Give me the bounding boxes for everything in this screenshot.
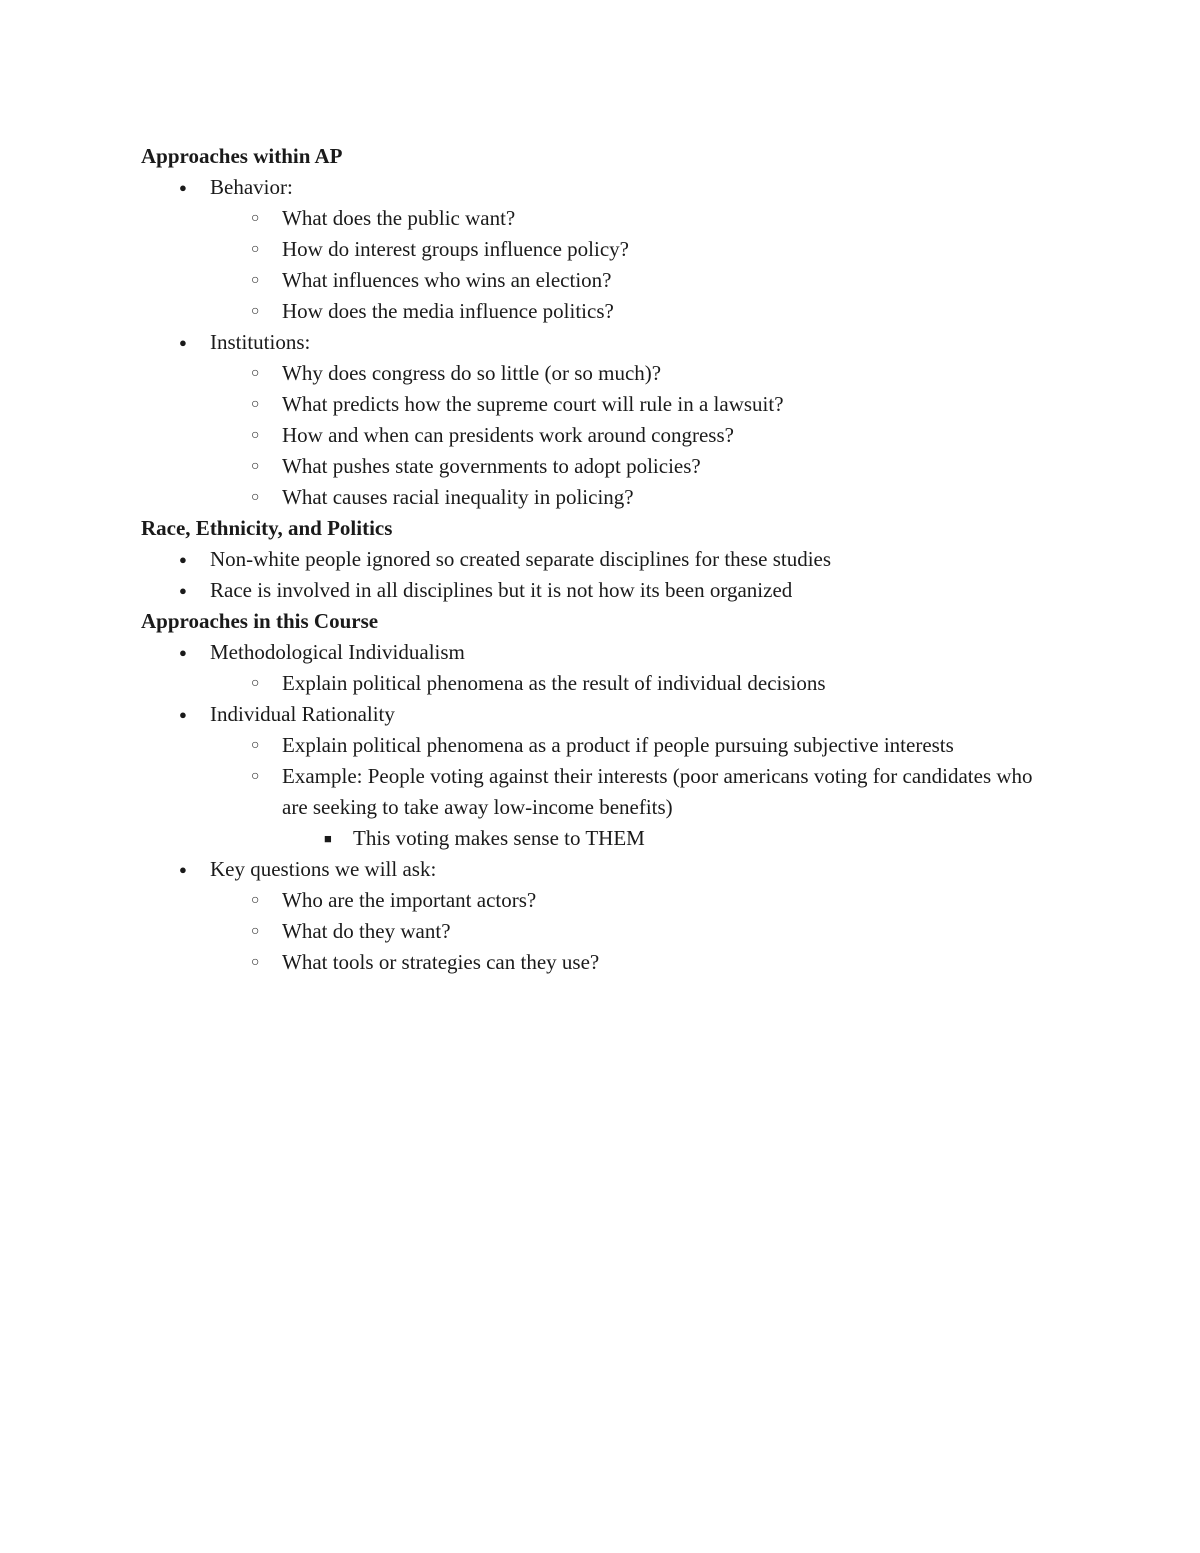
sub-bullet-item [141,947,1061,978]
circle-bullet-marker: ○ [251,397,260,412]
sub-bullet-item [141,916,1061,947]
sub-bullet-item [141,668,1061,699]
circle-bullet-marker: ○ [251,893,260,908]
circle-bullet-marker: ○ [251,428,260,443]
bullet-text: What does the public want? [282,206,516,230]
bullet-text: This voting makes sense to THEM [353,826,645,850]
bullet-item [141,575,1061,606]
circle-bullet-marker: ○ [251,242,260,257]
bullet-text: Race is involved in all disciplines but it is not how its been organized [210,578,793,602]
circle-bullet-marker: ○ [251,459,260,474]
bullet-item [141,854,1061,885]
sub-bullet-item [141,265,1061,296]
bullet-item [141,544,1061,575]
circle-bullet-marker: ○ [251,273,260,288]
sub-bullet-item [141,358,1061,389]
sub-bullet-item [141,761,1042,823]
bullet-text: What do they want? [282,919,451,943]
bullet-text: How do interest groups influence policy? [282,237,629,261]
sub-bullet-item [141,730,1042,761]
circle-bullet-marker: ○ [251,366,260,381]
sub-bullet-item [141,296,1061,327]
section-heading: Approaches within AP [141,144,343,168]
bullet-text: Key questions we will ask: [210,857,437,881]
bullet-item [141,172,1061,203]
sub-bullet-item [141,482,1061,513]
bullet-text: What pushes state governments to adopt policies? [282,454,701,478]
bullet-marker: ● [179,335,187,350]
bullet-text: How and when can presidents work around congress? [282,423,734,447]
bullet-marker: ● [179,552,187,567]
circle-bullet-marker: ○ [251,676,260,691]
bullet-text: What causes racial inequality in policing? [282,485,634,509]
circle-bullet-marker: ○ [251,490,260,505]
bullet-marker: ● [179,180,187,195]
section-heading: Approaches in this Course [141,609,379,633]
bullet-text: What influences who wins an election? [282,268,612,292]
bullet-text: Explain political phenomena as the result of individual decisions [282,671,826,695]
circle-bullet-marker: ○ [251,304,260,319]
bullet-marker: ● [179,862,187,877]
sub-bullet-item [141,451,1061,482]
sub-sub-bullet-item [141,823,1061,854]
circle-bullet-marker: ○ [251,924,260,939]
sub-bullet-item [141,420,1061,451]
bullet-item [141,637,1061,668]
bullet-marker: ● [179,645,187,660]
bullet-text: How does the media influence politics? [282,299,614,323]
bullet-marker: ● [179,583,187,598]
circle-bullet-marker: ○ [251,211,260,226]
sub-bullet-item [141,885,1061,916]
bullet-item [141,699,1061,730]
bullet-item [141,327,1061,358]
square-bullet-marker: ■ [324,831,332,846]
bullet-text: Example: People voting against their interests (poor americans voting for candidates who are seeking to take away low-income benefits) [282,764,1033,819]
document-body [141,141,1061,978]
sub-bullet-item [141,234,1061,265]
bullet-text: Who are the important actors? [282,888,537,912]
bullet-marker: ● [179,707,187,722]
sub-bullet-item [141,203,1061,234]
circle-bullet-marker: ○ [251,738,260,753]
section-heading: Race, Ethnicity, and Politics [141,516,393,540]
bullet-text: Non-white people ignored so created separate disciplines for these studies [210,547,832,571]
bullet-text: Explain political phenomena as a product if people pursuing subjective interests [282,733,954,757]
bullet-text: Why does congress do so little (or so much)? [282,361,662,385]
bullet-text: Institutions: [210,330,311,354]
sub-bullet-item [141,389,1061,420]
bullet-text: What predicts how the supreme court will rule in a lawsuit? [282,392,784,416]
bullet-text: Behavior: [210,175,293,199]
bullet-text: What tools or strategies can they use? [282,950,600,974]
bullet-text: Individual Rationality [210,702,395,726]
bullet-text: Methodological Individualism [210,640,465,664]
circle-bullet-marker: ○ [251,955,260,970]
circle-bullet-marker: ○ [251,769,260,784]
